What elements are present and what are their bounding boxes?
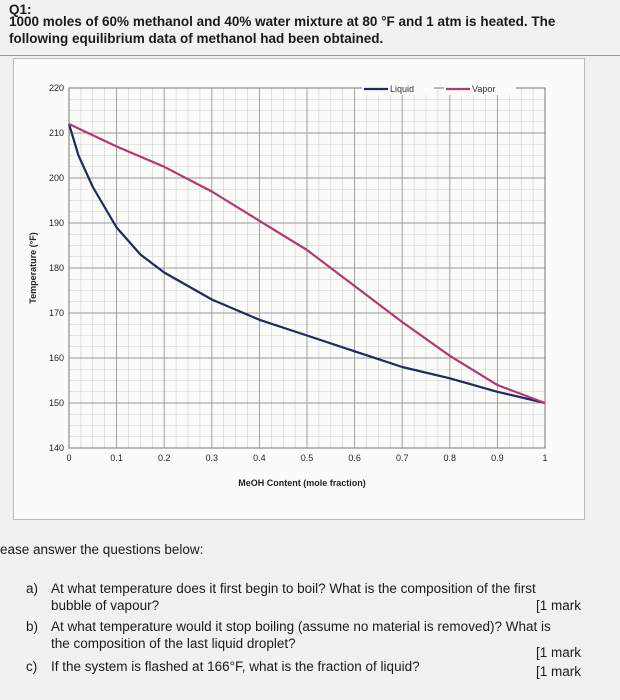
x-axis-title: MeOH Content (mole fraction) [238, 478, 366, 488]
question-number: Q1: [9, 2, 32, 17]
y-tick-label: 160 [48, 353, 64, 363]
question-c-mark: [1 mark [536, 664, 582, 679]
question-a-letter: a) [26, 581, 39, 596]
y-tick-label: 140 [48, 443, 64, 453]
x-tick-label: 0.5 [300, 453, 314, 463]
x-tick-label: 0.4 [253, 453, 266, 463]
question-b-text [51, 618, 591, 652]
y-axis-title: Temperature (°F) [28, 232, 38, 304]
y-tick-label: 220 [48, 83, 64, 93]
x-tick-label: 0.9 [491, 453, 504, 463]
question-b-line2: the composition of the last liquid droplet? [51, 636, 296, 651]
x-tick-label: 0.2 [157, 453, 171, 463]
y-tick-label: 170 [48, 308, 64, 318]
problem-line-2: following equilibrium data of methanol had been obtained. [9, 31, 384, 46]
equilibrium-chart [14, 59, 584, 519]
x-tick-label: 0.3 [205, 453, 219, 463]
x-tick-label: 0.7 [395, 453, 409, 463]
legend-label-liquid: Liquid [390, 84, 415, 94]
y-tick-label: 210 [48, 128, 64, 138]
question-c-letter: c) [26, 659, 38, 674]
y-tick-label: 180 [48, 263, 64, 273]
x-tick-label: 0.1 [110, 453, 123, 463]
x-tick-label: 0.8 [443, 453, 457, 463]
question-a-line1: At what temperature does it first begin to boil? What is the composition of the first [51, 581, 536, 596]
y-tick-label: 190 [48, 218, 64, 228]
y-tick-label: 150 [48, 398, 64, 408]
question-c-text [51, 658, 591, 675]
x-tick-label: 1 [542, 453, 548, 463]
questions-prompt: ease answer the questions below: [0, 542, 204, 557]
header-divider [0, 55, 620, 56]
legend-label-vapor: Vapor [472, 84, 496, 94]
question-b-mark: [1 mark [536, 645, 582, 660]
question-b-letter: b) [26, 619, 39, 634]
x-tick-label: 0.6 [348, 453, 361, 463]
question-a-text [51, 580, 591, 614]
question-b-line1: At what temperature would it stop boiling (assume no material is removed)? What is [51, 619, 551, 634]
chart-panel [13, 58, 585, 520]
question-a-line2: bubble of vapour? [51, 598, 160, 613]
question-a-mark: [1 mark [536, 598, 582, 613]
y-tick-label: 200 [48, 173, 64, 183]
question-c-line1: If the system is flashed at 166°F, what is the fraction of liquid? [51, 659, 420, 674]
problem-line-1: 1000 moles of 60% methanol and 40% water mixture at 80 °F and 1 atm is heated. The [9, 14, 556, 29]
x-tick-label: 0 [66, 453, 72, 463]
